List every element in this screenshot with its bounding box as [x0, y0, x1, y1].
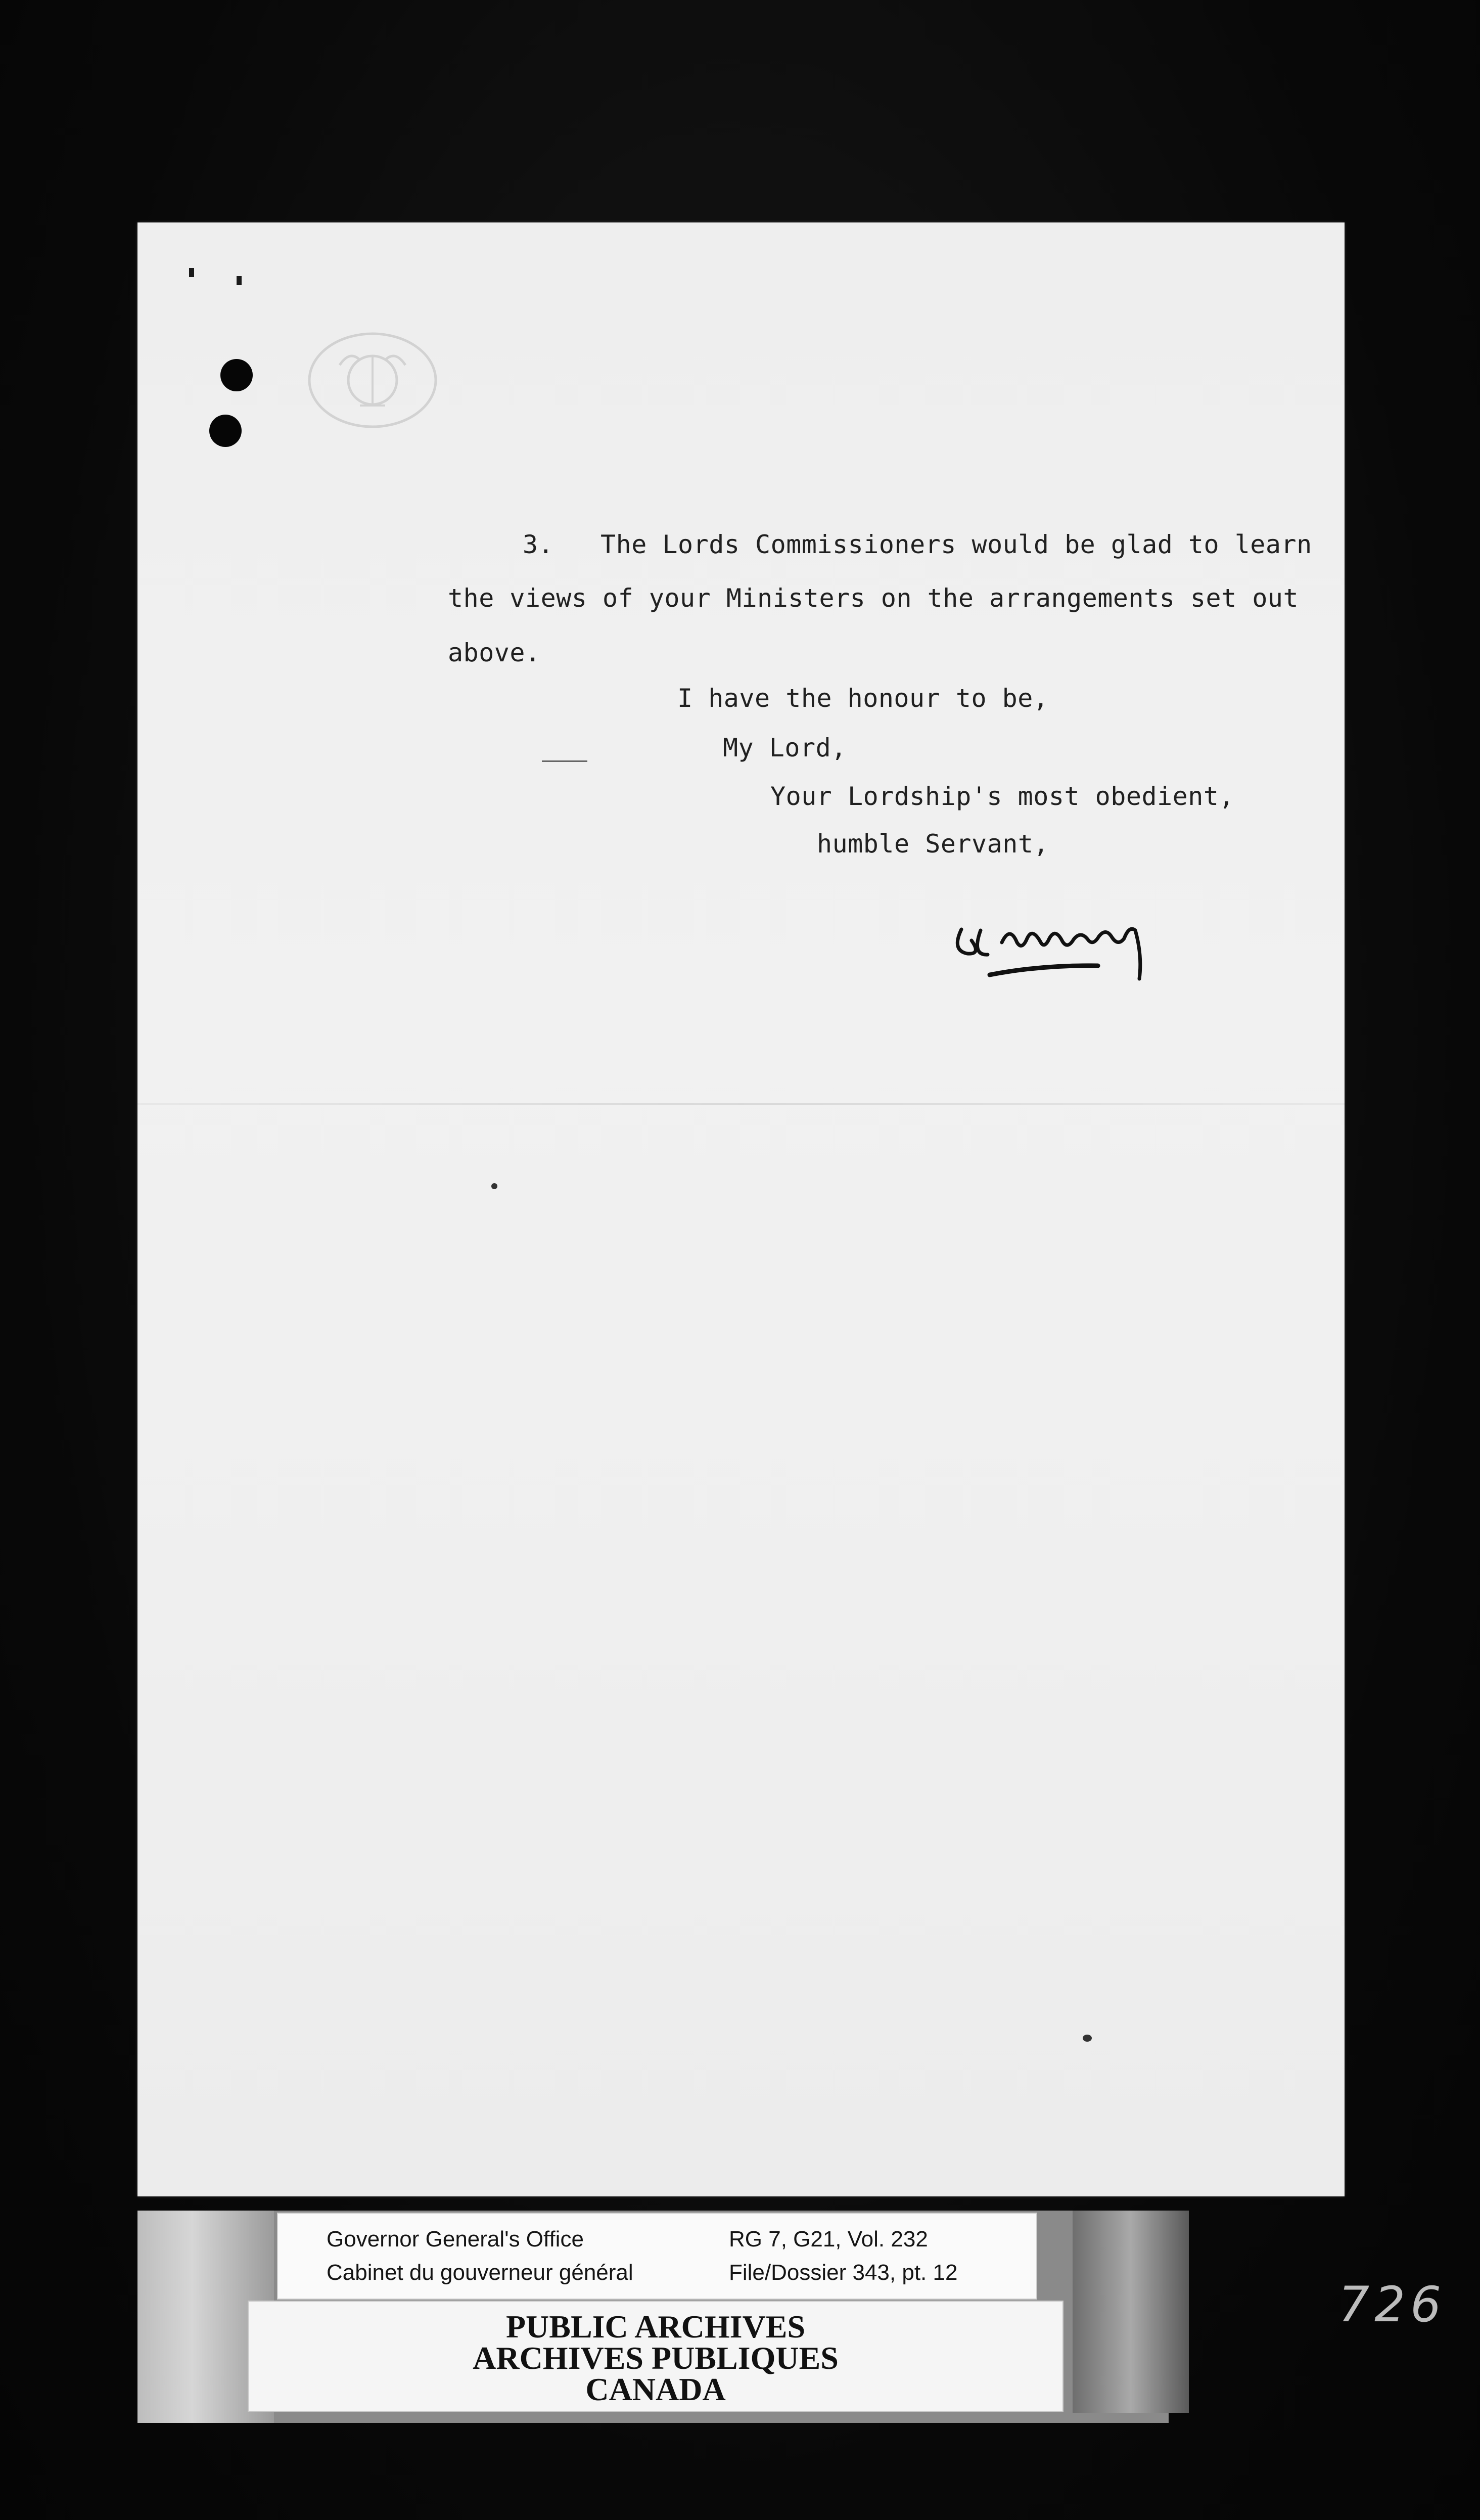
closing-line: humble Servant, [817, 829, 1049, 859]
letter-page [137, 222, 1345, 2196]
archive-country: CANADA [585, 2371, 726, 2407]
embossed-crest-icon [304, 330, 441, 431]
closing-line: My Lord, [723, 733, 847, 762]
frame-number: 726 [1338, 2276, 1447, 2333]
edge-mark [237, 276, 242, 285]
punch-hole [209, 415, 242, 447]
punch-hole [220, 359, 253, 391]
archives-stamp [248, 2301, 1063, 2412]
office-english: Governor General's Office [327, 2227, 584, 2252]
closing-line: Your Lordship's most obedient, [770, 782, 1235, 811]
letter-line: the views of your Ministers on the arrangements set out [448, 583, 1299, 613]
paper-speck [1083, 2035, 1092, 2042]
paragraph-number: 3. [523, 530, 554, 559]
archive-name-french: ARCHIVES PUBLIQUES [473, 2340, 839, 2376]
archive-name-english: PUBLIC ARCHIVES [505, 2309, 806, 2345]
letter-line: The Lords Commissioners would be glad to learn [600, 530, 1312, 559]
handwritten-signature [941, 890, 1153, 996]
page-fold-line [137, 1103, 1345, 1105]
closing-line: I have the honour to be, [677, 684, 1049, 713]
edge-mark [189, 268, 194, 277]
reference-label [277, 2213, 1037, 2300]
record-group-reference: RG 7, G21, Vol. 232 [729, 2227, 928, 2252]
paper-speck [491, 1183, 497, 1189]
file-reference: File/Dossier 343, pt. 12 [729, 2260, 958, 2285]
paper-speck [542, 760, 587, 762]
letter-line: above. [448, 638, 541, 667]
office-french: Cabinet du gouverneur général [327, 2260, 633, 2285]
